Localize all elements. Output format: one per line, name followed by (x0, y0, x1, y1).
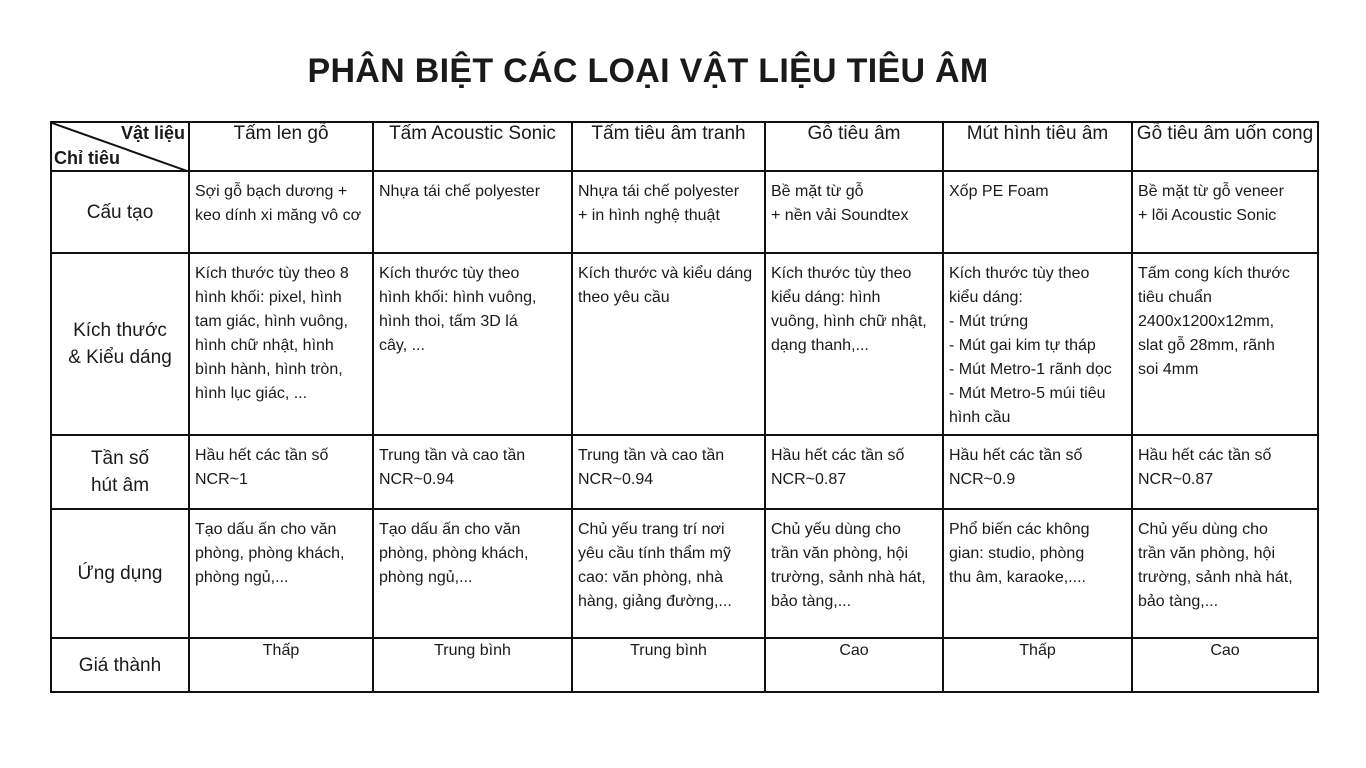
row-header-label: Kích thước & Kiểu dáng (68, 320, 172, 368)
corner-label-criteria: Chỉ tiêu (54, 148, 120, 168)
row-header-label: Tần số hút âm (90, 448, 150, 496)
table-cell (572, 171, 765, 253)
table-cell (373, 171, 572, 253)
table-cell (189, 638, 373, 692)
table-row (51, 435, 1318, 509)
table-cell (943, 509, 1132, 638)
cell-text: Bề mặt từ gỗ + nền vải Soundtex (771, 183, 909, 224)
table-cell (189, 171, 373, 253)
table-cell (373, 638, 572, 692)
table-cell (765, 509, 943, 638)
table-cell (943, 171, 1132, 253)
cell-text: Kích thước và kiểu dáng theo yêu cầu (578, 265, 753, 306)
table-cell (572, 638, 765, 692)
cell-text: Xốp PE Foam (949, 183, 1049, 200)
cell-text: Sợi gỗ bạch dương + keo dính xi măng vô cơ (195, 183, 362, 224)
corner-cell (51, 122, 189, 171)
table-cell (189, 509, 373, 638)
cell-text: Thấp (262, 642, 300, 659)
cell-text: Tạo dấu ấn cho văn phòng, phòng khách, phòng ngủ,... (195, 521, 345, 586)
table-cell (943, 435, 1132, 509)
table-cell (1132, 435, 1318, 509)
corner-label-material: Vật liệu (120, 123, 185, 143)
row-header (51, 171, 189, 253)
table-cell (572, 509, 765, 638)
cell-text: Chủ yếu trang trí nơi yêu cầu tính thẩm mỹ cao: văn phòng, nhà hàng, giảng đường,... (578, 521, 732, 610)
cell-text: Hầu hết các tần số NCR~0.87 (771, 447, 905, 488)
cell-text: Hầu hết các tần số NCR~1 (195, 447, 329, 488)
table-cell (765, 253, 943, 435)
cell-text: Tấm cong kích thước tiêu chuẩn 2400x1200x12mm, slat gỗ 28mm, rãnh soi 4mm (1138, 265, 1290, 378)
column-header: Tấm tiêu âm tranh (572, 122, 765, 171)
table-cell (1132, 638, 1318, 692)
table-cell (189, 435, 373, 509)
table-row (51, 509, 1318, 638)
cell-text: Kích thước tùy theo hình khối: hình vuông, hình thoi, tấm 3D lá cây, ... (379, 265, 537, 354)
table-cell (765, 171, 943, 253)
table-cell (373, 509, 572, 638)
table-cell (765, 638, 943, 692)
row-header-label: Cấu tạo (86, 201, 154, 223)
cell-text: Nhựa tái chế polyester (379, 183, 541, 200)
cell-text: Kích thước tùy theo 8 hình khối: pixel, hình tam giác, hình vuông, hình chữ nhật, hình bình hành, hình tròn, hình lục giác, ... (195, 265, 349, 402)
cell-text: Hầu hết các tần số NCR~0.9 (949, 447, 1083, 488)
cell-text: Phổ biến các không gian: studio, phòng thu âm, karaoke,.... (949, 521, 1090, 586)
cell-text: Trung bình (630, 642, 707, 659)
cell-text: Trung tần và cao tần NCR~0.94 (578, 447, 725, 488)
cell-text: Bề mặt từ gỗ veneer + lõi Acoustic Sonic (1138, 183, 1284, 224)
cell-text: Cao (839, 642, 869, 659)
row-header (51, 435, 189, 509)
cell-text: Cao (1210, 642, 1240, 659)
table-cell (1132, 253, 1318, 435)
header-row (51, 122, 1318, 171)
table-row (51, 638, 1318, 692)
table-cell (572, 435, 765, 509)
column-header: Gỗ tiêu âm (765, 122, 943, 171)
table-cell (1132, 509, 1318, 638)
table-cell (943, 253, 1132, 435)
cell-text: Chủ yếu dùng cho trần văn phòng, hội trường, sảnh nhà hát, bảo tàng,... (771, 521, 926, 610)
table-row (51, 171, 1318, 253)
cell-text: Thấp (1019, 642, 1056, 659)
page-title: PHÂN BIỆT CÁC LOẠI VẬT LIỆU TIÊU ÂM (307, 52, 989, 90)
table-cell (189, 253, 373, 435)
cell-text: Trung bình (434, 642, 511, 659)
cell-text: Trung tần và cao tần NCR~0.94 (379, 447, 526, 488)
column-header: Tấm Acoustic Sonic (373, 122, 572, 171)
cell-text: Hầu hết các tần số NCR~0.87 (1138, 447, 1272, 488)
column-header: Gỗ tiêu âm uốn cong (1132, 122, 1318, 171)
table-cell (943, 638, 1132, 692)
row-header (51, 253, 189, 435)
cell-text: Chủ yếu dùng cho trần văn phòng, hội trường, sảnh nhà hát, bảo tàng,... (1138, 521, 1293, 610)
table-cell (373, 253, 572, 435)
table-cell (765, 435, 943, 509)
table-cell (373, 435, 572, 509)
column-header: Mút hình tiêu âm (943, 122, 1132, 171)
comparison-table (50, 121, 1319, 693)
column-header: Tấm len gỗ (189, 122, 373, 171)
row-header-label: Giá thành (78, 654, 162, 676)
table-cell (572, 253, 765, 435)
row-header-label: Ứng dụng (77, 563, 163, 584)
cell-text: Tạo dấu ấn cho văn phòng, phòng khách, phòng ngủ,... (379, 521, 529, 586)
cell-text: Nhựa tái chế polyester + in hình nghệ thuật (578, 183, 740, 224)
table-row (51, 253, 1318, 435)
table-cell (1132, 171, 1318, 253)
row-header (51, 509, 189, 638)
cell-text: Kích thước tùy theo kiểu dáng: - Mút trứng - Mút gai kim tự tháp - Mút Metro-1 rãnh dọc - Mút Metro-5 múi tiêu hình cầu (949, 265, 1112, 426)
row-header (51, 638, 189, 692)
cell-text: Kích thước tùy theo kiểu dáng: hình vuông, hình chữ nhật, dạng thanh,... (771, 265, 927, 354)
